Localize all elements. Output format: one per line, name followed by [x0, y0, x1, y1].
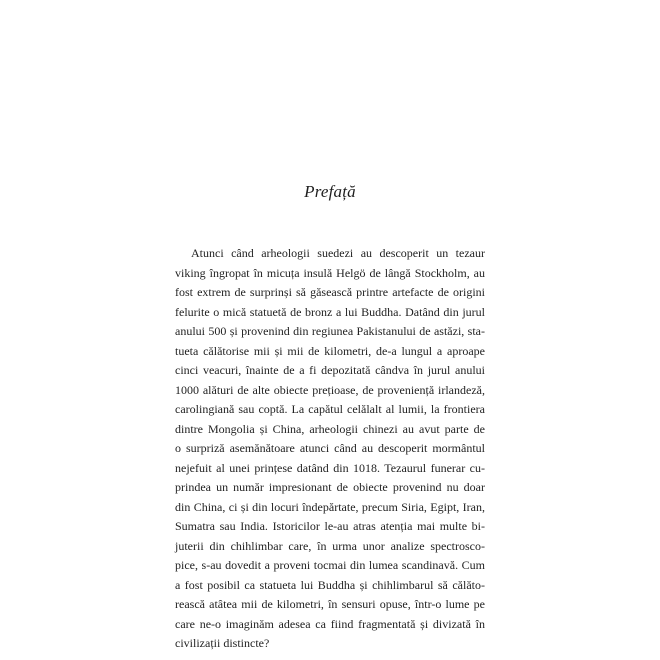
paragraph-line: care ne-o imaginăm adesea ca fiind fragmentată și divizată în — [175, 616, 485, 631]
paragraph-line: o surpriză asemănătoare atunci când au descoperit mormântul — [175, 441, 485, 455]
paragraph-line: nejefuit al unei prințese datând din 1018. Tezaurul funerar cu- — [175, 460, 485, 475]
paragraph-line: viking îngropat în micuța insulă Helgö de lângă Stockholm, au — [175, 265, 485, 280]
paragraph-line: fost extrem de surprinși să găsească printre artefacte de origini — [175, 285, 485, 299]
paragraph-line: rească atâtea mii de kilometri, în sensuri opuse, într-o lume pe — [175, 597, 485, 611]
paragraph-line: anului 500 și provenind din regiunea Pakistanului de astăzi, sta- — [175, 324, 485, 338]
paragraph-line: felurite o mică statuetă de bronz a lui Buddha. Datând din jurul — [175, 304, 485, 319]
paragraph-line: din China, ci și din locuri îndepărtate, precum Siria, Egipt, Iran, — [175, 499, 485, 514]
paragraph-line: prindea un număr impresionant de obiecte provenind nu doar — [175, 480, 485, 494]
paragraph-line: cinci veacuri, înainte de a fi depozitată cândva în jurul anului — [175, 363, 485, 377]
paragraph-line: civilizații distincte? — [175, 636, 270, 650]
preface-paragraph — [175, 244, 485, 654]
paragraph-line: carolingiană sau coptă. La capătul celălalt al lumii, la frontiera — [175, 402, 485, 416]
paragraph-line: juterii din chihlimbar care, în urma unor analize spectrosco- — [175, 538, 485, 553]
paragraph-line: 1000 alături de alte obiecte prețioase, de proveniență irlandeză, — [175, 382, 485, 397]
paragraph-line: dintre Mongolia și China, arheologii chinezi au avut parte de — [175, 421, 485, 436]
paragraph-line: pice, s-au dovedit a proveni tocmai din lumea scandinavă. Cum — [175, 558, 485, 572]
chapter-title: Prefață — [304, 182, 356, 201]
paragraph-line: a fost posibil ca statueta lui Buddha și chihlimbarul să călăto- — [175, 577, 485, 592]
paragraph-line: Sumatra sau India. Istoricilor le-au atras atenția mai multe bi- — [175, 519, 485, 533]
paragraph-line: Atunci când arheologii suedezi au descoperit un tezaur — [191, 246, 485, 260]
paragraph-line: tueta călătorise mii și mii de kilometri, de-a lungul a aproape — [175, 343, 485, 358]
